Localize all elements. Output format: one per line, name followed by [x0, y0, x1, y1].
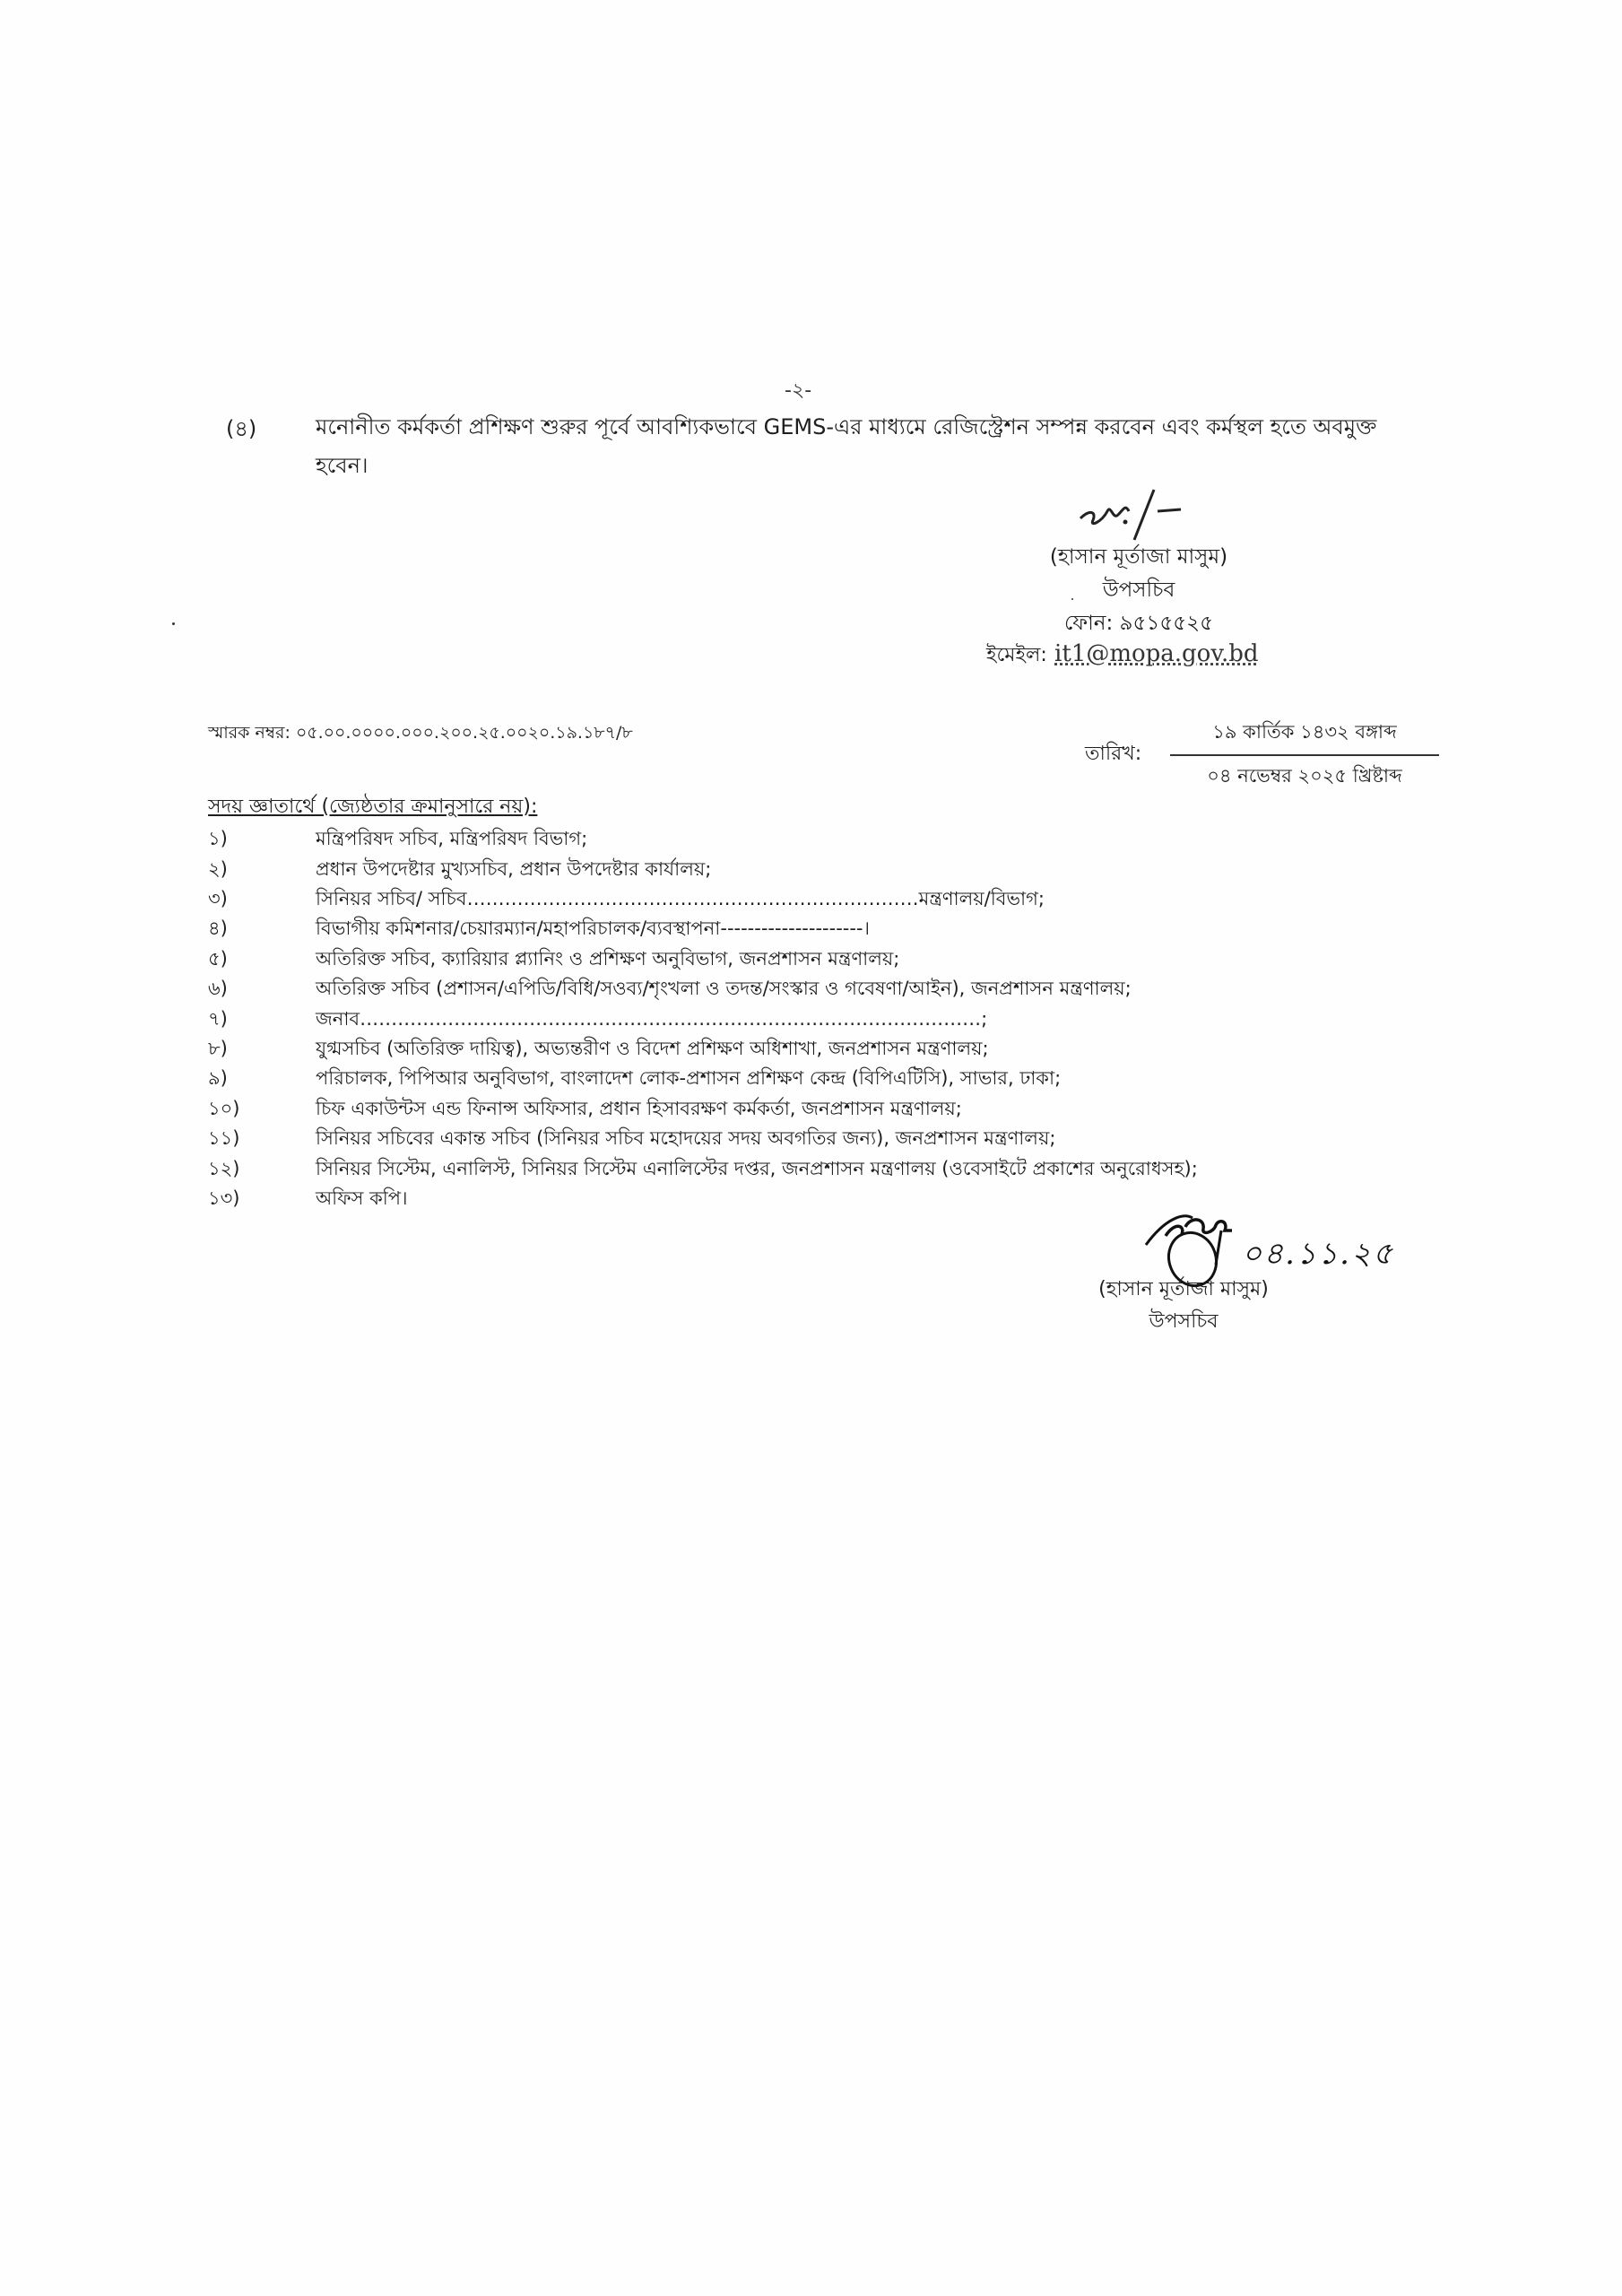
list-item [208, 855, 1463, 884]
list-number: ৮) [208, 1037, 228, 1059]
list-number: ১০) [208, 1097, 240, 1119]
list-text: জনাব………………………………………………………………………………………; [316, 1007, 988, 1030]
list-text: অতিরিক্ত সচিব (প্রশাসন/এপিডি/বিধি/সওব্য/শৃংখলা ও তদন্ত/সংস্কার ও গবেষণা/আইন), জনপ্রশাসন মন্ত্রণালয়; [316, 978, 1132, 1000]
cc-list [208, 825, 1463, 1214]
list-item [208, 1035, 1463, 1065]
list-item [208, 1154, 1463, 1184]
list-text: সিনিয়র সিস্টেম, এনালিস্ট, সিনিয়র সিস্টেম এনালিস্টের দপ্তর, জনপ্রশাসন মন্ত্রণালয় (ওবেসাইটে প্রকাশের অনুরোধসহ); [316, 1157, 1198, 1179]
list-text: সিনিয়র সচিব/ সচিব………………………………………………………………মন্ত্রণালয়/বিভাগ; [316, 887, 1045, 909]
list-text: চিফ একাউন্টস এন্ড ফিনান্স অফিসার, প্রধান হিসাবরক্ষণ কর্মকর্তা, জনপ্রশাসন মন্ত্রণালয়; [316, 1097, 962, 1119]
list-item [208, 1065, 1463, 1094]
cc-heading: সদয় জ্ঞাতার্থে (জ্যেষ্ঠতার ক্রমানুসারে নয়): [208, 796, 538, 818]
list-text: সিনিয়র সচিবের একান্ত সচিব (সিনিয়র সচিব মহোদয়ের সদয় অবগতির জন্য), জনপ্রশাসন মন্ত্রণালয়; [316, 1127, 1056, 1150]
list-number: ৬) [208, 978, 228, 1000]
date-block [1170, 718, 1439, 793]
scan-speck [1071, 598, 1073, 600]
list-number: ৫) [208, 947, 228, 970]
date-label: তারিখ: [1085, 743, 1142, 765]
list-text: অতিরিক্ত সচিব, ক্যারিয়ার প্ল্যানিং ও প্রশিক্ষণ অনুবিভাগ, জনপ্রশাসন মন্ত্রণালয়; [316, 947, 900, 970]
list-text: বিভাগীয় কমিশনার/চেয়ারম্যান/মহাপরিচালক/ব্যবস্থাপনা---------------------। [316, 918, 871, 940]
phone-value: ৯৫১৫৫২৫ [1119, 612, 1214, 635]
email-link[interactable]: it1@mopa.gov.bd [1054, 640, 1259, 667]
list-item [208, 1125, 1463, 1154]
signatory-block-top [986, 541, 1291, 640]
date-english: ০৪ নভেম্বর ২০২৫ খ্রিষ্টাব্দ [1207, 765, 1402, 787]
signatory-email [986, 639, 1259, 673]
list-number: ১) [208, 828, 228, 850]
list-item [208, 915, 1463, 944]
paragraph-text: মনোনীত কর্মকর্তা প্রশিক্ষণ শুরুর পূর্বে আবশ্যিকভাবে GEMS-এর মাধ্যমে রেজিস্ট্রেশন সম্পন্ন করবেন এবং কর্মস্থল হতে অবমুক্ত হবেন। [316, 414, 1377, 478]
paragraph-number: (৪) [226, 416, 257, 441]
signatory-phone [986, 607, 1291, 640]
list-text: অফিস কপি। [316, 1187, 408, 1209]
list-text: পরিচালক, পিপিআর অনুবিভাগ, বাংলাদেশ লোক-প্রশাসন প্রশিক্ষণ কেন্দ্র (বিপিএটিসি), সাভার, ঢাকা; [316, 1067, 1062, 1090]
list-text: যুগ্মসচিব (অতিরিক্ত দায়িত্ব), অভ্যন্তরীণ ও বিদেশ প্রশিক্ষণ অধিশাখা, জনপ্রশাসন মন্ত্রণালয়; [316, 1037, 989, 1059]
memo-number [208, 720, 633, 749]
signatory-designation: উপসচিব [1149, 1310, 1219, 1333]
list-number: ১১) [208, 1127, 240, 1150]
list-number: ১৩) [208, 1187, 240, 1209]
signature-icon [1071, 484, 1197, 547]
list-number: ৯) [208, 1067, 228, 1090]
list-text: প্রধান উপদেষ্টার মুখ্যসচিব, প্রধান উপদেষ্টার কার্যালয়; [316, 857, 712, 880]
list-number: ২) [208, 857, 228, 880]
memo-label: স্মারক নম্বর: [208, 723, 291, 743]
list-number: ৩) [208, 887, 228, 909]
list-number: ৪) [208, 918, 228, 940]
list-item [208, 825, 1463, 855]
signatory-designation: উপসচিব [1102, 578, 1175, 602]
list-item [208, 885, 1463, 915]
list-item [208, 975, 1463, 1004]
list-item [208, 945, 1463, 975]
handwritten-date: ০৪.১১.২৫ [1242, 1236, 1395, 1272]
list-number: ১২) [208, 1157, 240, 1179]
memo-value: ০৫.০০.০০০০.০০০.২০০.২৫.০০২০.১৯.১৮৭/৮ [295, 723, 633, 743]
list-item [208, 1004, 1463, 1034]
list-text: মন্ত্রিপরিষদ সচিব, মন্ত্রিপরিষদ বিভাগ; [316, 828, 588, 850]
signatory-block-bottom [1049, 1274, 1318, 1338]
signatory-name: (হাসান মূর্তাজা মাসুম) [1098, 1278, 1269, 1300]
signatory-name: (হাসান মূর্তাজা মাসুম) [1049, 545, 1228, 569]
list-number: ৭) [208, 1007, 228, 1030]
page-number: -২- [785, 379, 812, 402]
date-bangla: ১৯ কার্তিক ১৪৩২ বঙ্গাব্দ [1170, 718, 1439, 756]
email-label: ইমেইল: [986, 644, 1047, 666]
scan-speck [172, 622, 175, 625]
phone-label: ফোন: [1063, 612, 1114, 635]
list-item [208, 1095, 1463, 1125]
